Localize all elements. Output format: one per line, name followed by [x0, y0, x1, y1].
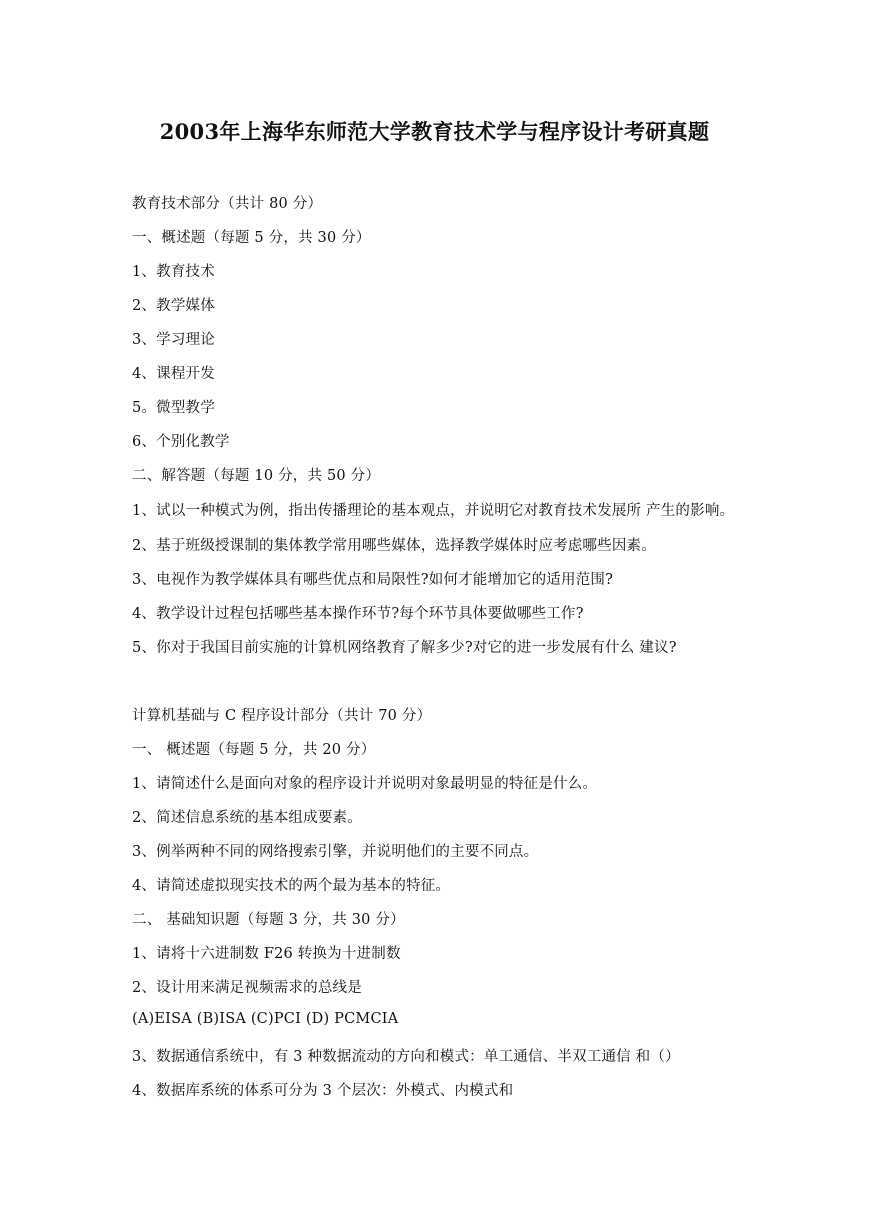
list-item: 5、你对于我国目前实施的计算机网络教育了解多少?对它的进一步发展有什么 建议? [132, 640, 677, 656]
list-item: 3、数据通信系统中，有 3 种数据流动的方向和模式：单工通信、半双工通信 和（） [132, 1049, 680, 1065]
list-item: 3、学习理论 [132, 332, 215, 348]
list-item: 4、课程开发 [132, 366, 215, 382]
list-item: (A)EISA (B)ISA (C)PCI (D) PCMCIA [132, 1011, 399, 1027]
list-item: 1、教育技术 [132, 264, 215, 280]
list-item: 3、例举两种不同的网络搜索引擎，并说明他们的主要不同点。 [132, 844, 539, 860]
list-item: 4、请简述虚拟现实技术的两个最为基本的特征。 [132, 878, 451, 894]
list-item: 2、设计用来满足视频需求的总线是 [132, 980, 362, 996]
list-item: 4、数据库系统的体系可分为 3 个层次：外模式、内模式和 [132, 1083, 514, 1099]
part-heading: 二、解答题（每题 10 分，共 50 分） [132, 468, 381, 484]
list-item: 2、教学媒体 [132, 298, 215, 314]
section-heading: 计算机基础与 C 程序设计部分（共计 70 分） [132, 708, 432, 724]
list-item: 4、教学设计过程包括哪些基本操作环节?每个环节具体要做哪些工作? [132, 606, 584, 622]
page-title: 2003年上海华东师范大学教育技术学与程序设计考研真题 [159, 119, 710, 144]
list-item: 6、个别化教学 [132, 434, 230, 450]
part-heading: 二、 基础知识题（每题 3 分，共 30 分） [132, 912, 405, 928]
section-heading: 教育技术部分（共计 80 分） [132, 196, 323, 212]
list-item: 1、请将十六进制数 F26 转换为十进制数 [132, 946, 401, 962]
list-item: 2、基于班级授课制的集体教学常用哪些媒体，选择教学媒体时应考虑哪些因素。 [132, 538, 656, 554]
part-heading: 一、概述题（每题 5 分，共 30 分） [132, 230, 371, 246]
part-heading: 一、 概述题（每题 5 分，共 20 分） [132, 742, 376, 758]
list-item: 3、电视作为教学媒体具有哪些优点和局限性?如何才能增加它的适用范围? [132, 572, 614, 588]
list-item: 5。微型教学 [132, 400, 215, 416]
list-item: 1、试以一种模式为例，指出传播理论的基本观点，并说明它对教育技术发展所 产生的影响。 [132, 503, 735, 519]
list-item: 2、简述信息系统的基本组成要素。 [132, 810, 362, 826]
list-item: 1、请简述什么是面向对象的程序设计并说明对象最明显的特征是什么。 [132, 776, 598, 792]
